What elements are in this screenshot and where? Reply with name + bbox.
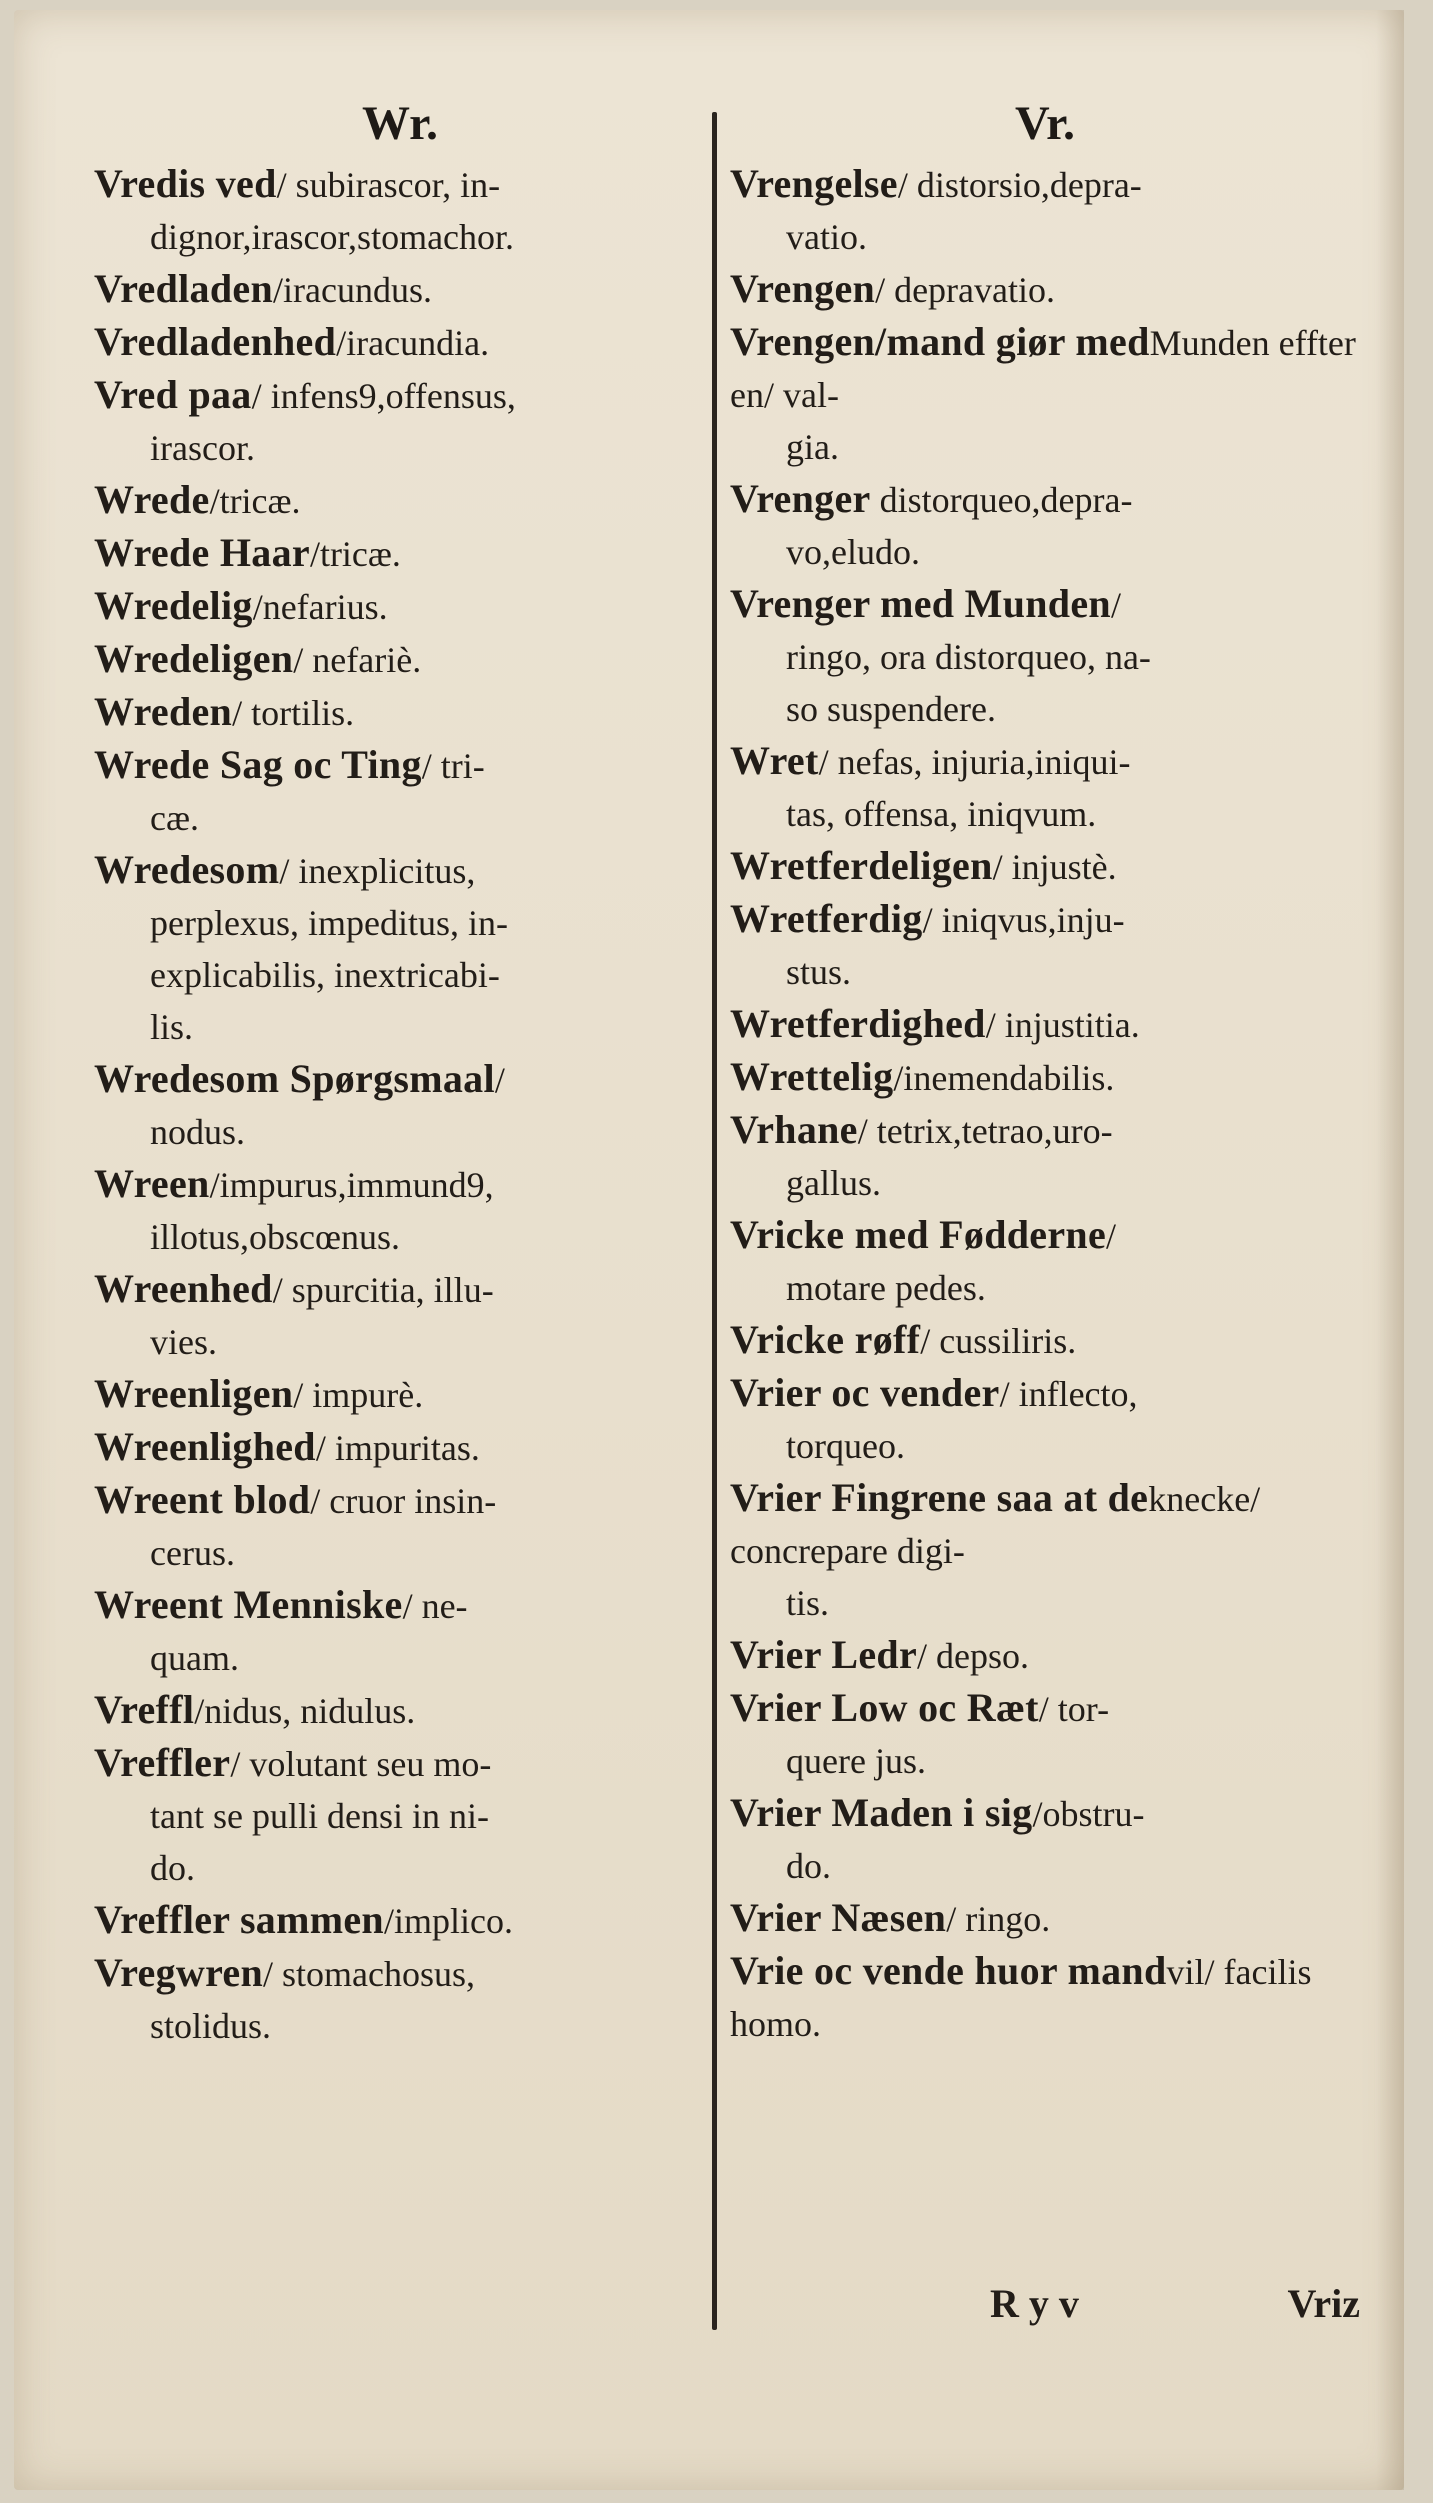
entry-headword: Vreffler	[94, 1740, 231, 1785]
entry-headword: Vrier Næsen	[730, 1895, 947, 1940]
entry-continuation: quam.	[150, 1638, 239, 1678]
entry-headword: Vricke røff	[730, 1317, 921, 1362]
entry-gloss: / tor-	[1038, 1689, 1110, 1729]
entry-first-line	[730, 998, 1360, 1051]
entry-gloss: /nefarius.	[252, 587, 388, 627]
entry-headword: Wrede Sag oc Ting	[94, 742, 422, 787]
entry-gloss: / distorsio,depra-	[897, 165, 1142, 205]
dictionary-entry	[94, 158, 706, 263]
entry-first-line	[94, 1421, 706, 1474]
entry-continuation: vo,eludo.	[786, 532, 920, 572]
entry-first-line	[730, 893, 1360, 946]
column-divider	[712, 112, 717, 2330]
catchword: Vriz	[1287, 2281, 1360, 2326]
dictionary-entry	[94, 844, 706, 1053]
entry-first-line	[94, 158, 706, 211]
entry-gloss: / impuritas.	[315, 1428, 480, 1468]
signature-mark: R y v	[990, 2281, 1079, 2326]
entry-continuation: tant se pulli densi in ni-	[150, 1796, 489, 1836]
entry-continuation: do.	[150, 1848, 195, 1888]
entry-headword: Vreffl	[94, 1687, 195, 1732]
entry-headword: Wredesom	[94, 847, 280, 892]
entry-first-line	[730, 1682, 1360, 1735]
entry-gloss: /impurus,immund9,	[209, 1165, 494, 1205]
dictionary-entry	[94, 1737, 706, 1894]
entry-first-line	[730, 1367, 1360, 1420]
entry-first-line	[94, 263, 706, 316]
entry-first-line	[730, 1209, 1360, 1262]
entry-gloss: /nidus, nidulus.	[194, 1691, 416, 1731]
dictionary-entry	[730, 316, 1360, 473]
entry-gloss: / injustitia.	[985, 1005, 1140, 1045]
entry-first-line	[94, 580, 706, 633]
entry-first-line	[730, 263, 1360, 316]
entry-first-line	[94, 1158, 706, 1211]
entry-continuation: irascor.	[150, 428, 255, 468]
dictionary-entry	[94, 580, 706, 633]
entry-continuation: perplexus, impeditus, in-	[150, 903, 508, 943]
entry-continuation: illotus,obscœnus.	[150, 1217, 401, 1257]
dictionary-entry	[94, 1684, 706, 1737]
entry-gloss: / inflecto,	[999, 1374, 1138, 1414]
dictionary-entry	[730, 840, 1360, 893]
entry-first-line	[94, 316, 706, 369]
entry-headword: Vrie oc vende huor mand	[730, 1948, 1167, 1993]
entry-headword: Wrede Haar	[94, 530, 310, 575]
entry-first-line	[94, 369, 706, 422]
entry-headword: Wreenhed	[94, 1266, 273, 1311]
dictionary-entry	[730, 473, 1360, 578]
right-column-header: Vr.	[1015, 97, 1075, 150]
dictionary-entry	[94, 316, 706, 369]
entry-gloss: Munden effter en/ val-	[730, 323, 1356, 415]
entry-headword: Wret	[730, 738, 819, 783]
entry-gloss: / cussiliris.	[920, 1321, 1077, 1361]
dictionary-entry	[94, 1053, 706, 1158]
right-entries	[730, 158, 1360, 2050]
entry-first-line	[94, 844, 706, 897]
entry-first-line	[730, 1104, 1360, 1157]
entry-continuation: explicabilis, inextricabi-	[150, 955, 500, 995]
dictionary-entry	[94, 1368, 706, 1421]
entry-headword: Wretferdig	[730, 896, 923, 941]
entry-first-line	[730, 1314, 1360, 1367]
entry-gloss: / ne-	[402, 1586, 468, 1626]
entry-headword: Wreden	[94, 689, 233, 734]
entry-gloss: /tricæ.	[309, 534, 401, 574]
entry-gloss: / nefariè.	[293, 640, 422, 680]
entry-gloss: knecke/ concrepare digi-	[730, 1479, 1261, 1571]
dictionary-entry	[94, 263, 706, 316]
left-entries	[94, 158, 706, 2052]
entry-continuation: ringo, ora distorqueo, na-	[786, 637, 1151, 677]
dictionary-entry	[730, 1472, 1360, 1629]
entry-gloss: / tetrix,tetrao,uro-	[857, 1111, 1113, 1151]
entry-gloss: / subirascor, in-	[276, 165, 501, 205]
entry-first-line	[730, 158, 1360, 211]
entry-gloss: /inemendabilis.	[893, 1058, 1115, 1098]
entry-first-line	[94, 474, 706, 527]
entry-continuation: stus.	[786, 952, 852, 992]
dictionary-entry	[94, 527, 706, 580]
dictionary-entry	[94, 686, 706, 739]
dictionary-entry	[730, 158, 1360, 263]
entry-headword: Vrengen/mand giør med	[730, 319, 1150, 364]
entry-continuation: nodus.	[150, 1112, 246, 1152]
entry-headword: Wrettelig	[730, 1054, 894, 1099]
left-column	[94, 90, 706, 2052]
entry-headword: Vrengelse	[730, 161, 898, 206]
entry-gloss: /iracundia.	[336, 323, 490, 363]
entry-gloss: / volutant seu mo-	[230, 1744, 492, 1784]
entry-gloss: /	[494, 1060, 505, 1100]
entry-continuation: tas, offensa, iniqvum.	[786, 794, 1097, 834]
dictionary-entry	[730, 1104, 1360, 1209]
entry-continuation: do.	[786, 1846, 831, 1886]
entry-continuation: cæ.	[150, 798, 199, 838]
entry-gloss: /implico.	[383, 1901, 513, 1941]
right-column	[730, 90, 1360, 2050]
dictionary-entry	[730, 263, 1360, 316]
entry-gloss: distorqueo,depra-	[870, 480, 1133, 520]
entry-gloss: / spurcitia, illu-	[272, 1270, 494, 1310]
entry-headword: Wredesom Spørgsmaal	[94, 1056, 495, 1101]
dictionary-entry	[94, 1474, 706, 1579]
entry-first-line	[94, 1947, 706, 2000]
entry-first-line	[94, 1894, 706, 1947]
dictionary-entry	[730, 1945, 1360, 2050]
entry-gloss: / injustè.	[992, 847, 1117, 887]
entry-headword: Vrier Low oc Ræt	[730, 1685, 1039, 1730]
entry-gloss: /iracundus.	[273, 270, 432, 310]
entry-gloss: / tortilis.	[232, 693, 355, 733]
entry-first-line	[730, 1629, 1360, 1682]
entry-first-line	[94, 1263, 706, 1316]
dictionary-entry	[730, 893, 1360, 998]
entry-continuation: torqueo.	[786, 1426, 905, 1466]
dictionary-entry	[730, 1787, 1360, 1892]
dictionary-entry	[94, 1263, 706, 1368]
entry-first-line	[94, 527, 706, 580]
entry-headword: Wretferdighed	[730, 1001, 986, 1046]
dictionary-entry	[94, 739, 706, 844]
entry-first-line	[730, 1892, 1360, 1945]
entry-gloss: vil/ facilis homo.	[730, 1952, 1312, 2044]
entry-first-line	[730, 1945, 1360, 2050]
entry-first-line	[94, 1053, 706, 1106]
entry-first-line	[730, 840, 1360, 893]
entry-headword: Vrenger	[730, 476, 871, 521]
entry-gloss: /tricæ.	[209, 481, 301, 521]
entry-first-line	[730, 316, 1360, 421]
entry-headword: Vrengen	[730, 266, 876, 311]
entry-continuation: dignor,irascor,stomachor.	[150, 217, 515, 257]
entry-gloss: / nefas, injuria,iniqui-	[818, 742, 1131, 782]
entry-headword: Wretferdeligen	[730, 843, 993, 888]
entry-gloss: / iniqvus,inju-	[922, 900, 1125, 940]
entry-continuation: cerus.	[150, 1533, 235, 1573]
entry-first-line	[730, 1051, 1360, 1104]
entry-gloss: / cruor insin-	[310, 1481, 497, 1521]
entry-first-line	[94, 1684, 706, 1737]
entry-first-line	[730, 1472, 1360, 1577]
entry-first-line	[730, 735, 1360, 788]
entry-headword: Vrier Maden i sig	[730, 1790, 1033, 1835]
entry-gloss: /	[1110, 585, 1121, 625]
dictionary-entry	[730, 1051, 1360, 1104]
entry-headword: Vrier oc vender	[730, 1370, 1000, 1415]
entry-continuation: quere jus.	[786, 1741, 926, 1781]
entry-gloss: / tri-	[421, 746, 485, 786]
page-edge-shadow	[1376, 10, 1404, 2490]
entry-headword: Vricke med Fødderne	[730, 1212, 1106, 1257]
entry-headword: Wredelig	[94, 583, 253, 628]
entry-gloss: / stomachosus,	[263, 1954, 476, 1994]
entry-first-line	[94, 1368, 706, 1421]
entry-first-line	[94, 686, 706, 739]
dictionary-entry	[730, 1629, 1360, 1682]
entry-first-line	[94, 739, 706, 792]
entry-headword: Wrede	[94, 477, 210, 522]
left-column-header: Wr.	[361, 97, 439, 150]
entry-first-line	[94, 1579, 706, 1632]
entry-headword: Vredladen	[94, 266, 274, 311]
entry-gloss: /	[1106, 1216, 1117, 1256]
entry-headword: Wreenligen	[94, 1371, 294, 1416]
entry-headword: Vredladenhed	[94, 319, 337, 364]
entry-headword: Wredeligen	[94, 636, 294, 681]
page-footer	[730, 2280, 1360, 2340]
entry-continuation: gia.	[786, 427, 839, 467]
entry-first-line	[94, 1474, 706, 1527]
entry-headword: Vrier Fingrene saa at de	[730, 1475, 1149, 1520]
entry-first-line	[730, 1787, 1360, 1840]
dictionary-entry	[94, 1158, 706, 1263]
dictionary-entry	[730, 1209, 1360, 1314]
dictionary-entry	[94, 369, 706, 474]
dictionary-entry	[730, 735, 1360, 840]
dictionary-entry	[94, 1579, 706, 1684]
entry-first-line	[94, 633, 706, 686]
entry-headword: Wreent Menniske	[94, 1582, 403, 1627]
entry-headword: Vregwren	[94, 1950, 264, 1995]
entry-gloss: / impurè.	[293, 1375, 424, 1415]
entry-first-line	[94, 1737, 706, 1790]
dictionary-entry	[730, 1367, 1360, 1472]
entry-headword: Vreffler sammen	[94, 1897, 384, 1942]
entry-continuation: gallus.	[786, 1163, 881, 1203]
entry-continuation: vatio.	[786, 217, 867, 257]
dictionary-entry	[730, 998, 1360, 1051]
entry-gloss: /obstru-	[1032, 1794, 1145, 1834]
entry-headword: Wreenlighed	[94, 1424, 316, 1469]
dictionary-entry	[730, 1682, 1360, 1787]
entry-gloss: / inexplicitus,	[279, 851, 476, 891]
entry-continuation: so suspendere.	[786, 689, 996, 729]
entry-continuation: tis.	[786, 1583, 830, 1623]
entry-gloss: / depravatio.	[875, 270, 1055, 310]
dictionary-entry	[94, 633, 706, 686]
dictionary-entry	[94, 1947, 706, 2052]
dictionary-entry	[730, 1892, 1360, 1945]
entry-headword: Vred paa	[94, 372, 252, 417]
entry-gloss: / ringo.	[946, 1899, 1051, 1939]
entry-headword: Vrenger med Munden	[730, 581, 1111, 626]
entry-continuation: stolidus.	[150, 2006, 272, 2046]
entry-continuation: vies.	[150, 1322, 217, 1362]
entry-first-line	[730, 578, 1360, 631]
book-page	[14, 10, 1404, 2490]
entry-headword: Wreen	[94, 1161, 210, 1206]
entry-headword: Vredis ved	[94, 161, 277, 206]
entry-first-line	[730, 473, 1360, 526]
dictionary-entry	[94, 1421, 706, 1474]
entry-continuation: lis.	[150, 1007, 194, 1047]
dictionary-entry	[730, 578, 1360, 735]
entry-gloss: / infens9,offensus,	[251, 376, 516, 416]
entry-headword: Vrier Ledr	[730, 1632, 918, 1677]
entry-continuation: motare pedes.	[786, 1268, 986, 1308]
entry-gloss: / depso.	[917, 1636, 1030, 1676]
dictionary-entry	[94, 474, 706, 527]
entry-headword: Vrhane	[730, 1107, 858, 1152]
dictionary-entry	[94, 1894, 706, 1947]
entry-headword: Wreent blod	[94, 1477, 311, 1522]
dictionary-entry	[730, 1314, 1360, 1367]
